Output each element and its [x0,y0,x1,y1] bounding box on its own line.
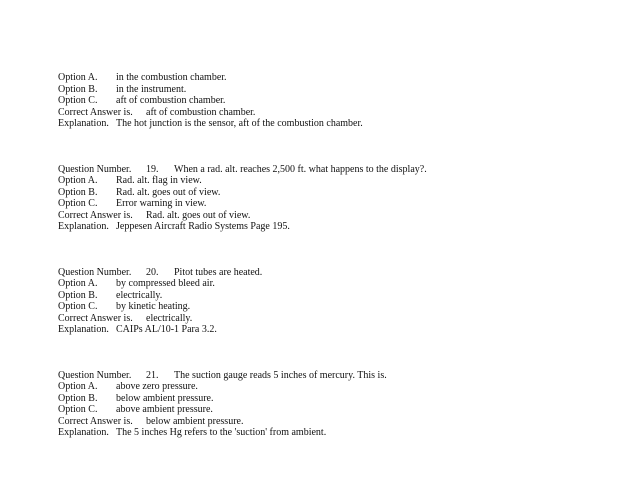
option-text: Error warning in view. [116,198,207,209]
explanation-text: The hot junction is the sensor, aft of the combustion chamber. [116,118,363,129]
question-label: Question Number. [58,266,132,278]
option-c-line [58,95,618,107]
option-text: electrically. [116,289,163,301]
question-label: Question Number. [58,369,132,381]
correct-answer-line [58,107,618,119]
correct-answer-line [58,313,618,325]
explanation-label: Explanation. [58,324,109,335]
explanation-line [58,427,618,439]
option-label: Option B. [58,392,98,404]
option-text: in the instrument. [116,83,187,95]
answer-label: Correct Answer is. [58,312,133,324]
option-text: below ambient pressure. [116,392,214,404]
option-label: Option C. [58,198,98,209]
question-text: The suction gauge reads 5 inches of mercury. This is. [174,369,387,381]
option-text: aft of combustion chamber. [116,95,226,106]
option-label: Option C. [58,95,98,106]
question-text: When a rad. alt. reaches 2,500 ft. what happens to the display?. [174,163,427,175]
question-line [58,164,618,176]
option-text: Rad. alt. goes out of view. [116,186,221,198]
explanation-text: The 5 inches Hg refers to the 'suction' from ambient. [116,427,327,438]
answer-text: below ambient pressure. [146,415,244,427]
question-block [58,164,618,233]
correct-answer-line [58,210,618,222]
option-c-line [58,301,618,313]
question-line [58,267,618,279]
answer-text: electrically. [146,312,193,324]
question-text: Pitot tubes are heated. [174,266,263,278]
option-b-line [58,393,618,405]
option-label: Option C. [58,301,98,312]
answer-label: Correct Answer is. [58,415,133,427]
answer-label: Correct Answer is. [58,106,133,118]
question-block [58,370,618,439]
option-label: Option A. [58,278,98,289]
option-label: Option B. [58,83,98,95]
answer-label: Correct Answer is. [58,209,133,221]
question-number: 21. [146,369,159,381]
option-label: Option B. [58,289,98,301]
option-b-line [58,187,618,199]
document-page [58,72,618,439]
option-text: Rad. alt. flag in view. [116,175,202,186]
option-label: Option C. [58,404,98,415]
question-number: 20. [146,266,159,278]
question-block [58,267,618,336]
option-text: above zero pressure. [116,381,198,392]
option-a-line [58,381,618,393]
option-a-line [58,72,618,84]
option-text: by kinetic heating. [116,301,191,312]
explanation-text: Jeppesen Aircraft Radio Systems Page 195. [116,221,290,232]
explanation-label: Explanation. [58,118,109,129]
option-a-line [58,175,618,187]
option-label: Option B. [58,186,98,198]
question-block [58,72,618,130]
explanation-line [58,221,618,233]
option-label: Option A. [58,72,98,83]
option-c-line [58,404,618,416]
option-text: above ambient pressure. [116,404,213,415]
explanation-line [58,324,618,336]
option-text: by compressed bleed air. [116,278,215,289]
option-b-line [58,290,618,302]
correct-answer-line [58,416,618,428]
answer-text: Rad. alt. goes out of view. [146,209,251,221]
option-label: Option A. [58,381,98,392]
option-label: Option A. [58,175,98,186]
option-b-line [58,84,618,96]
question-line [58,370,618,382]
explanation-label: Explanation. [58,221,109,232]
explanation-line [58,118,618,130]
option-a-line [58,278,618,290]
question-label: Question Number. [58,163,132,175]
option-c-line [58,198,618,210]
explanation-text: CAIPs AL/10-1 Para 3.2. [116,324,217,335]
explanation-label: Explanation. [58,427,109,438]
answer-text: aft of combustion chamber. [146,106,256,118]
option-text: in the combustion chamber. [116,72,227,83]
question-number: 19. [146,163,159,175]
